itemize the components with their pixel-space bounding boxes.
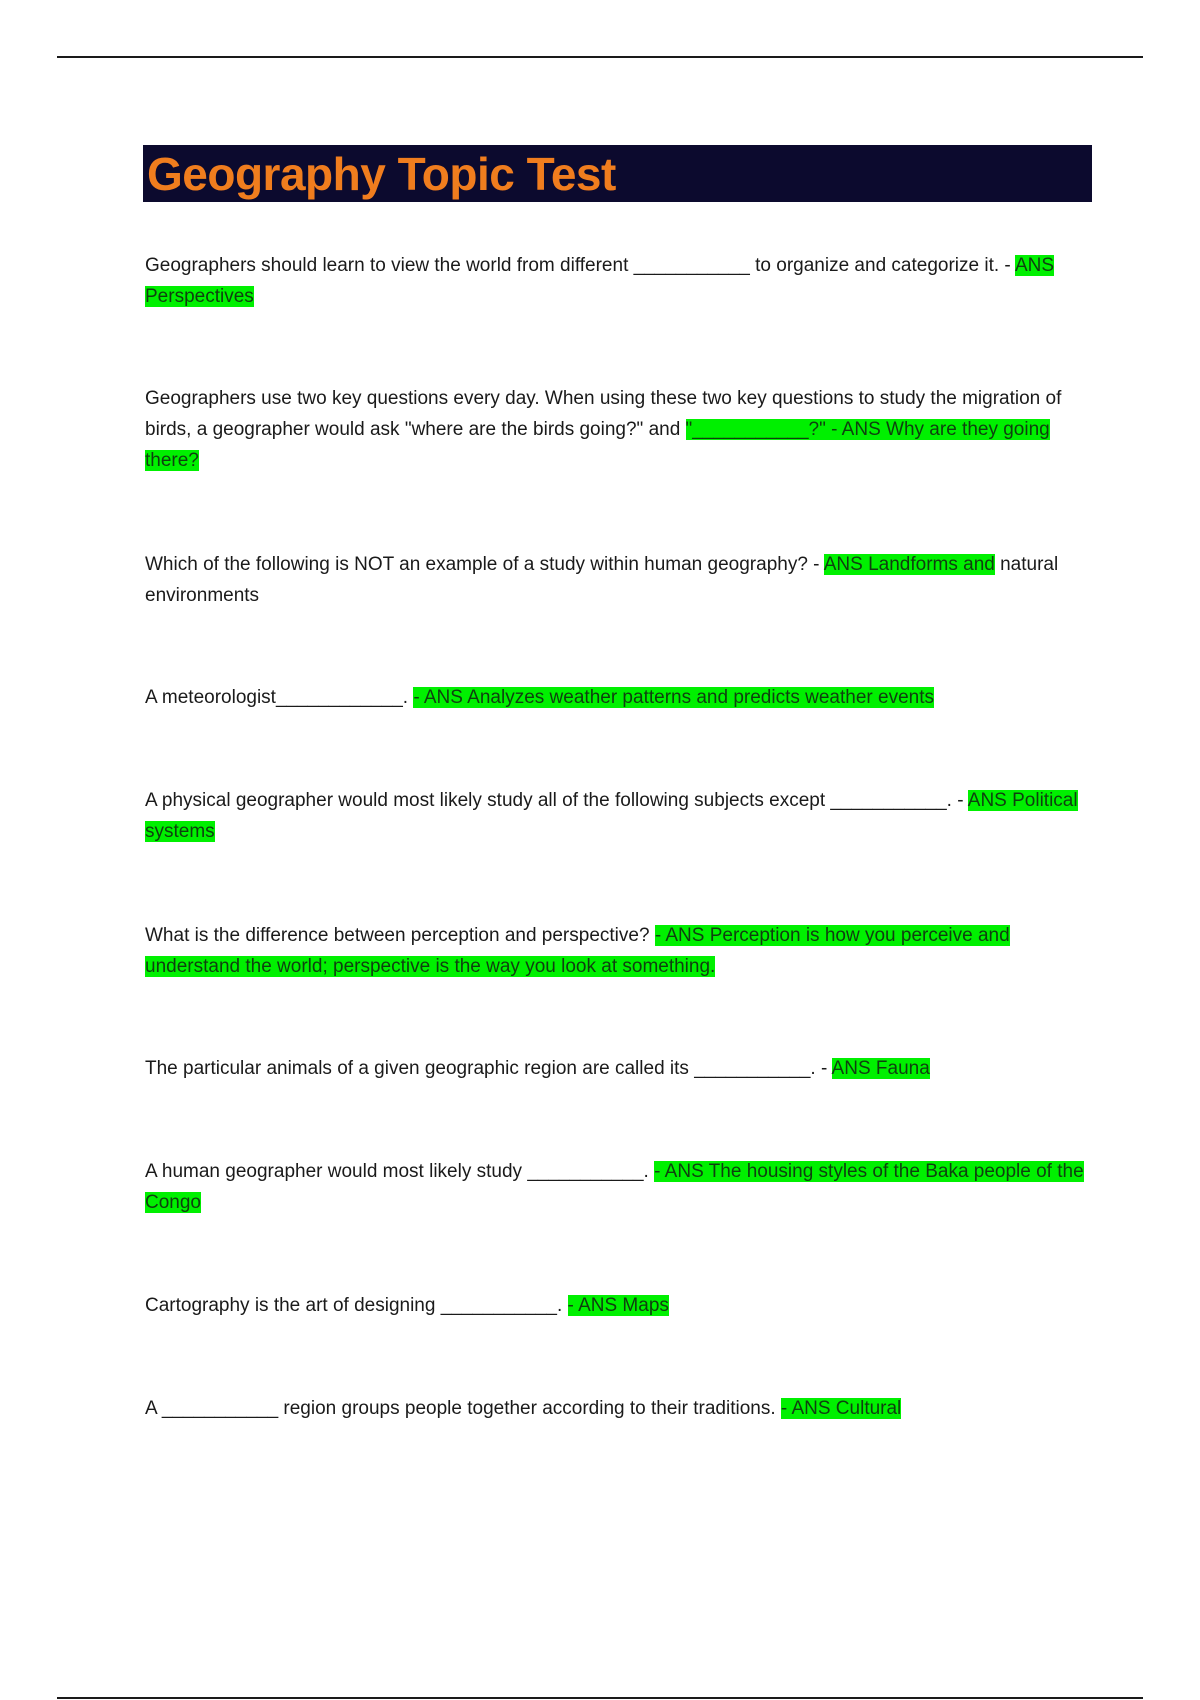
question-6 xyxy=(145,920,1090,982)
question-3 xyxy=(145,549,1090,611)
question-7-text: The particular animals of a given geographic region are called its ___________. - xyxy=(145,1058,832,1079)
question-1-text: Geographers should learn to view the world from different ___________ to organize and categorize it. - xyxy=(145,255,1015,276)
answer-4-highlight: - ANS Analyzes weather patterns and predicts weather events xyxy=(413,687,935,708)
question-2-text: Geographers use two key questions every day. When using these two key questions to study the migration of birds, a geographer would ask "where are the birds going?" and xyxy=(145,388,1062,440)
question-2 xyxy=(145,383,1090,476)
question-8 xyxy=(145,1156,1090,1218)
question-8-text: A human geographer would most likely study ___________. xyxy=(145,1161,655,1182)
question-5 xyxy=(145,785,1090,847)
answer-2-highlight: "___________?" - ANS Why are they going there? xyxy=(145,419,1050,471)
answer-7-highlight: ANS Fauna xyxy=(831,1058,930,1079)
question-7 xyxy=(145,1053,1090,1084)
answer-3-tail: natural environments xyxy=(145,554,1059,606)
answer-1-highlight: ANS Perspectives xyxy=(145,255,1055,307)
answer-9-highlight: - ANS Maps xyxy=(567,1295,669,1316)
question-6-text: What is the difference between perception and perspective? xyxy=(145,925,655,946)
question-5-text: A physical geographer would most likely study all of the following subjects except ___________. - xyxy=(145,790,968,811)
question-4 xyxy=(145,682,1090,713)
answer-5-highlight: ANS Political systems xyxy=(145,790,1078,842)
bottom-rule xyxy=(57,1697,1143,1699)
question-9 xyxy=(145,1290,1090,1321)
question-9-text: Cartography is the art of designing ___________. xyxy=(145,1295,568,1316)
answer-8-highlight: - ANS The housing styles of the Baka people of the Congo xyxy=(145,1161,1084,1213)
question-4-text: A meteorologist____________. xyxy=(145,687,414,708)
question-1 xyxy=(145,250,1090,312)
top-rule xyxy=(57,56,1143,58)
answer-3-highlight: ANS Landforms and xyxy=(823,554,995,575)
question-10 xyxy=(145,1393,1090,1424)
page-title: Geography Topic Test xyxy=(147,147,616,200)
answer-6-highlight: - ANS Perception is how you perceive and understand the world; perspective is the way you look at something. xyxy=(145,925,1010,977)
title-banner xyxy=(143,145,1092,202)
answer-10-highlight: - ANS Cultural xyxy=(780,1398,902,1419)
question-10-text: A ___________ region groups people together according to their traditions. xyxy=(145,1398,781,1419)
question-3-text: Which of the following is NOT an example of a study within human geography? - xyxy=(145,554,824,575)
